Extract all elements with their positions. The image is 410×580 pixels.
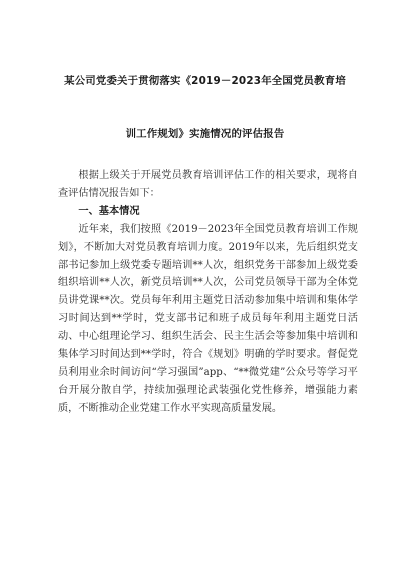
document-title-line-1: 某公司党委关于贯彻落实《2019－2023年全国党员教育培 — [64, 75, 346, 87]
intro-paragraph: 根据上级关于开展党员教育培训评估工作的相关要求，现将自查评估情况报告如下： — [58, 170, 358, 199]
section-1-paragraph: 近年来，我们按照《2019－2023年全国党员教育培训工作规划》，不断加大对党员教育培训力度。2019年以来，先后组织党支部书记参加上级党委专题培训**人次，组织党务干部参加上级党委组织培训**人次，新党员培训**人次，公司党员领导干部为全体党员讲党课**次。党员每年利用主题党日活动参加集中培训和集体学习时间达到**学时，党支部书记和班子成员每年利用主题党日活动、中心组理论学习、组织生活会、民主生活会等参加集中培训和集体学习时间达到**学时，符合《规划》明确的学时要求。督促党员利用业余时间访问“学习强国”app、“**微党建”公众号等学习平台开展分散自学，持续加强理论武装强化党性修养，增强能力素质，不断推动企业党建工作水平实现高质量发展。 — [58, 223, 358, 414]
document-title-line-2: 训工作规划》实施情况的评估报告 — [125, 128, 285, 140]
document-body — [58, 167, 358, 418]
section-1-heading: 一、基本情况 — [78, 205, 140, 217]
